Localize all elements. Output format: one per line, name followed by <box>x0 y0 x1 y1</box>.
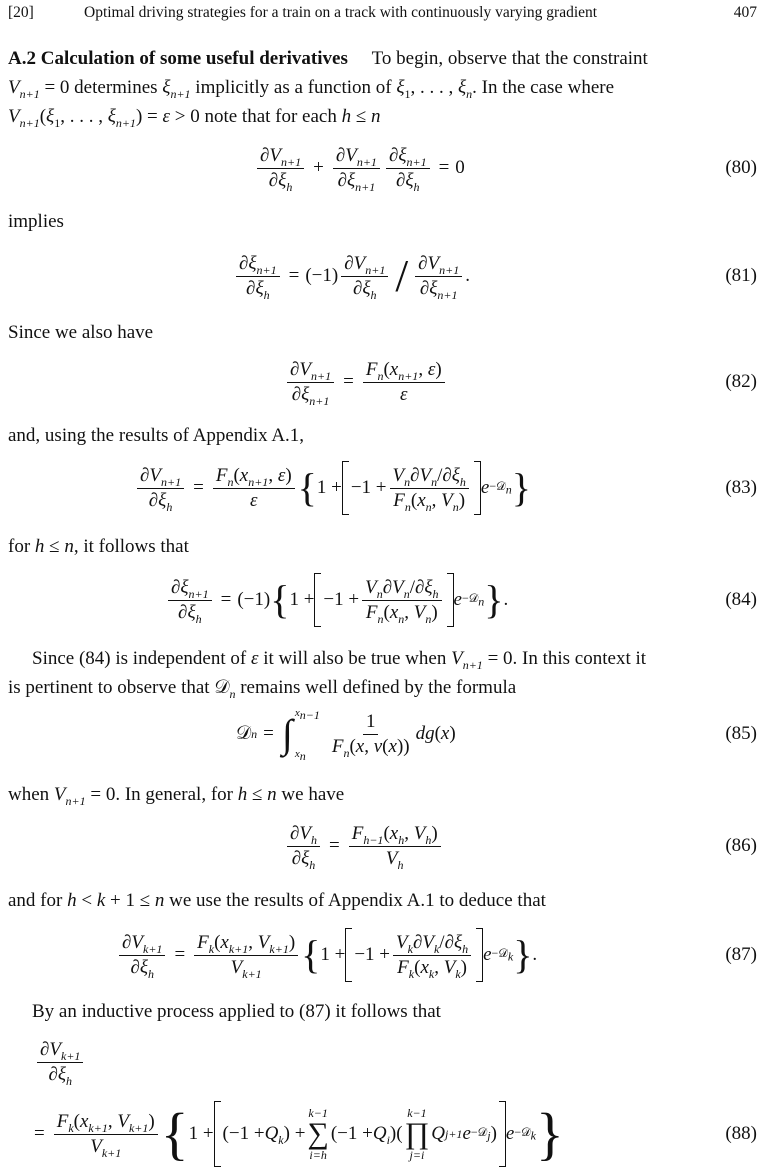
equation-81: $\frac{\partial\xi_{n+1}}{\partial\xi_h}$ = (−1) $\frac{\partial V_{n+1}}{\partial\xi_h}$ / $\frac{\partial V_{n+1}}{\partial\xi_{n+1}}$ . (81) <box>8 246 757 306</box>
and-for-text: and for h < k + 1 ≤ n we use the results of Appendix A.1 to deduce that <box>8 890 546 911</box>
section-heading: A.2 Calculation of some useful derivatives <box>8 48 348 69</box>
equation-number-82: (82) <box>725 370 757 392</box>
equation-number-83: (83) <box>725 476 757 498</box>
equation-84: $\frac{\partial\xi_{n+1}}{\partial\xi_h}$ = (−1) { 1 + −1 + $\frac{V_n\partial V_n/\partial\xi_h}{F_n(x_n, V_n)}$ e −𝒟$_n$ } . (84) <box>8 570 757 630</box>
equation-number-84: (84) <box>725 588 757 610</box>
equation-number-85: (85) <box>725 722 757 744</box>
equation-88-lhs: $\frac{\partial V_{k+1}}{\partial\xi_h}$ <box>8 1030 757 1094</box>
equation-83: $\frac{\partial V_{n+1}}{\partial\xi_h}$ = $\frac{F_n(x_{n+1}, \varepsilon)}{\varepsilon}$ { 1 + −1 + $\frac{V_n\partial V_n/\partial\xi_h}{F_n(x_n, V_n)}$ e −𝒟$_n$ } (83) <box>8 458 757 518</box>
running-title: Optimal driving strategies for a train on a track with continuously varying gradient <box>84 4 598 21</box>
for-h-text: for h ≤ n, it follows that <box>8 536 189 557</box>
equation-number-87: (87) <box>725 943 757 965</box>
equation-82: $\frac{\partial V_{n+1}}{\partial\xi_{n+1}}$ = $\frac{F_n(x_{n+1}, \varepsilon)}{\varepsilon}$ (82) <box>8 352 757 412</box>
equation-number-86: (86) <box>725 834 757 856</box>
implies-text: implies <box>8 211 64 232</box>
equation-86: $\frac{\partial V_h}{\partial\xi_h}$ = $\frac{F_{h-1}(x_h, V_h)}{V_h}$ (86) <box>8 816 757 876</box>
equation-number-80: (80) <box>725 156 757 178</box>
and-using-text: and, using the results of Appendix A.1, <box>8 425 305 446</box>
equation-80: $\frac{\partial V_{n+1}}{\partial\xi_h}$ + $\frac{\partial V_{n+1}}{\partial\xi_{n+1}}$ $\frac{\partial\xi_{n+1}}{\partial\xi_h}$ = 0 (80) <box>8 138 757 198</box>
chapter-bracket: [20] <box>8 4 34 21</box>
equation-number-88: (88) <box>725 1122 757 1144</box>
since-84-paragraph: Since (84) is independent of ε it will also be true when $V_{n+1} = 0$. In this context it is pertinent to observe that 𝒟$_n$ remains well defined by the formula <box>8 648 647 701</box>
section-intro-paragraph: A.2 Calculation of some useful derivatives To begin, observe that the constraint $V_{n+1} = 0$ determines $\xi_{n+1}$ implicitly as a function of $\xi_1$, . . . , $\xi_n$. In the case where $V_{n+1}(\xi_1$, . . . , $\xi_{n+1}) = \varepsilon > 0$ note that for each h ≤ n <box>8 48 648 130</box>
equation-85: 𝒟 n = ∫ $x_{n-1}$ $x_n$ $\frac{1}{F_n(x, v(x))}$ dg ( x ) (85) <box>8 704 757 764</box>
when-text: when $V_{n+1} = 0$. In general, for h ≤ n we have <box>8 784 345 808</box>
since-we-also-text: Since we also have <box>8 322 154 343</box>
equation-number-81: (81) <box>725 264 757 286</box>
equation-88: = $\frac{F_k(x_{k+1}, V_{k+1})}{V_{k+1}}$ { 1 + (−1 + $Q_k$ ) + k−1 ∑ i=h (−1 + $Q_i$ )( k−1 ∏ j=i Q j+1 e −𝒟$_j$ ) e −𝒟$_k$ } (88) <box>34 1101 757 1166</box>
running-header <box>8 4 757 26</box>
inductive-text: By an inductive process applied to (87) it follows that <box>32 1001 441 1022</box>
page-number: 407 <box>733 4 757 21</box>
equation-87: $\frac{\partial V_{k+1}}{\partial\xi_h}$ = $\frac{F_k(x_{k+1}, V_{k+1})}{V_{k+1}}$ { 1 + −1 + $\frac{V_k\partial V_k/\partial\xi_h}{F_k(x_k, V_k)}$ e −𝒟$_k$ } . (87) <box>8 925 757 985</box>
